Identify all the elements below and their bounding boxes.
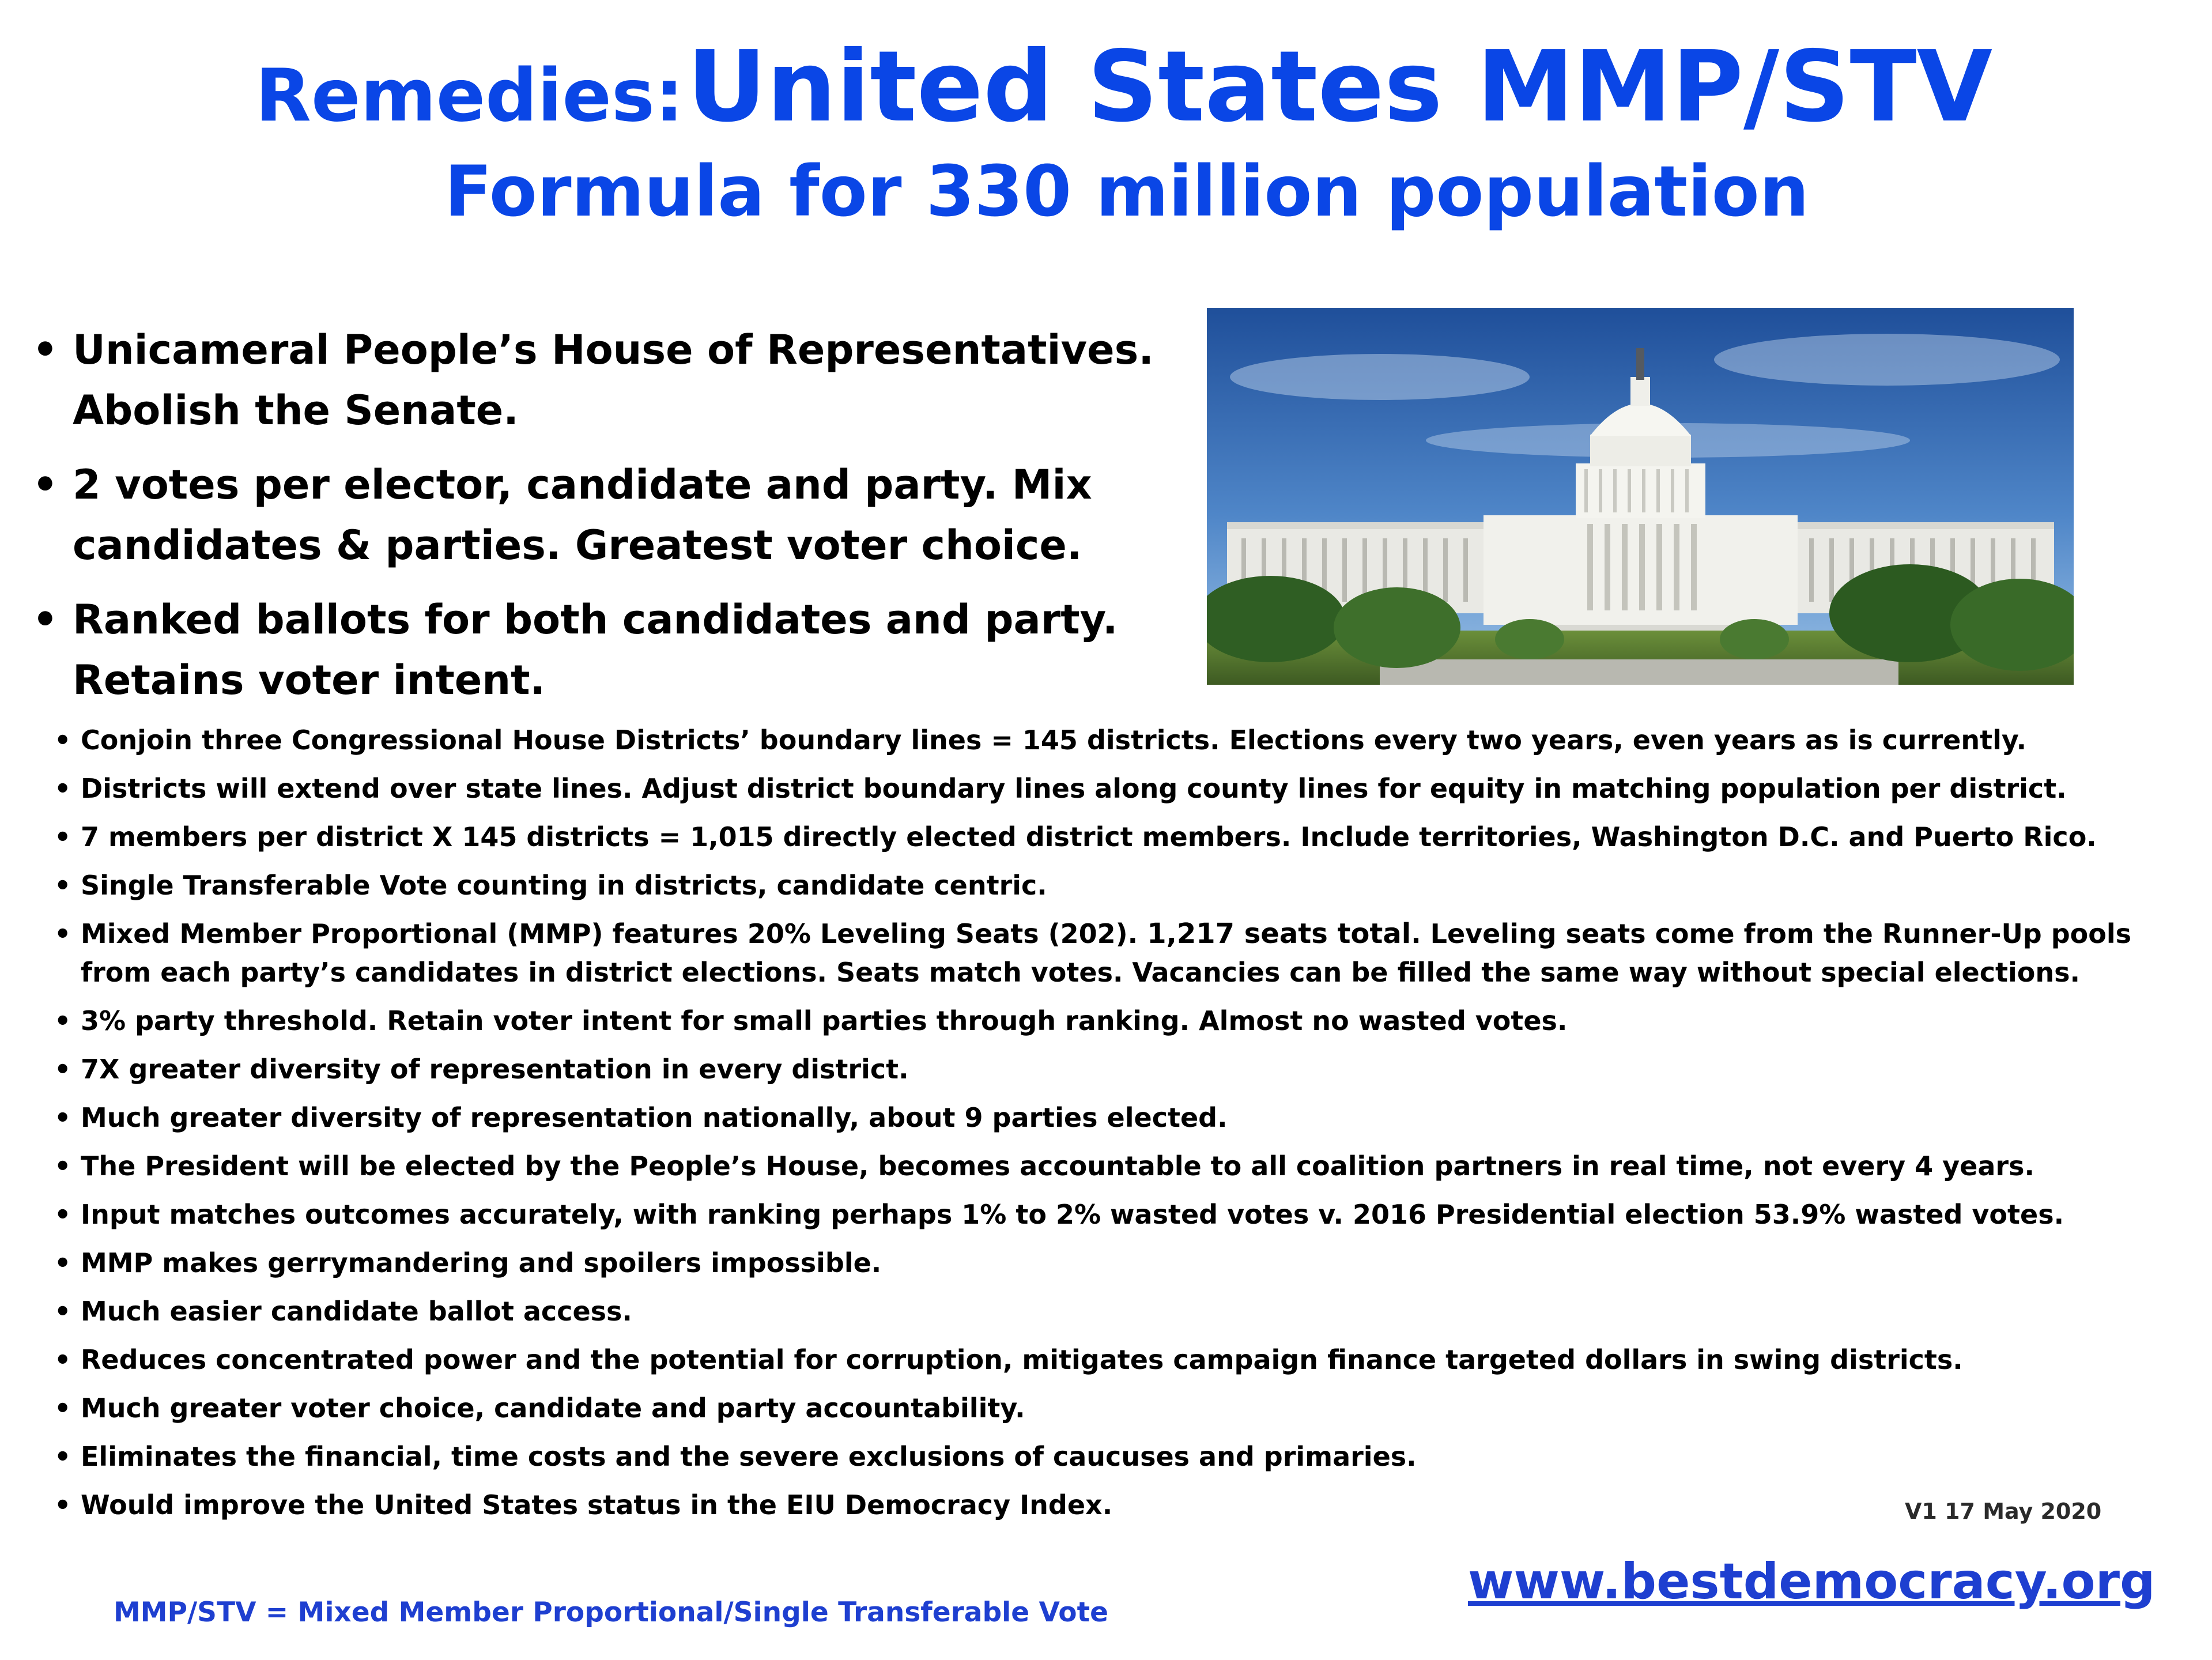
list-item [54,1341,2187,1379]
bullet-icon: • [54,870,71,901]
list-item-text: Much greater diversity of representation nationally, about 9 parties elected. [81,1102,1228,1133]
major-point-line: Unicameral People’s House of Representatives. [73,326,1154,373]
capitol-building-photo [1207,308,2074,685]
list-item [54,1244,2187,1282]
capitol-illustration [1207,308,2074,685]
major-point [32,590,1220,711]
list-item [54,866,2187,905]
version-date: V1 17 May 2020 [1905,1499,2102,1524]
bullet-icon: • [54,918,71,949]
minor-points-list [54,721,2187,1534]
major-point-line: Abolish the Senate. [73,387,519,434]
list-item-text: Reduces concentrated power and the potential for corruption, mitigates campaign finance targeted dollars in swing districts. [81,1344,1963,1375]
list-item [54,1002,2187,1040]
list-item-text: Conjoin three Congressional House Districts’ boundary lines = 145 districts. Elections every two years, even years as is currently. [81,725,2027,756]
bullet-icon: • [54,1296,71,1327]
list-item-text: Eliminates the financial, time costs and the severe exclusions of caucuses and primaries. [81,1441,1417,1472]
page-title [0,30,2212,144]
list-item [54,1438,2187,1476]
bullet-icon: • [32,326,58,373]
list-item-text: MMP makes gerrymandering and spoilers impossible. [81,1247,882,1278]
list-item [54,1195,2187,1234]
list-item-text: 7X greater diversity of representation in every district. [81,1054,909,1085]
major-point [32,320,1220,441]
bullet-icon: • [54,1199,71,1230]
website-link[interactable]: www.bestdemocracy.org [1468,1553,2156,1610]
list-item-text: Much greater voter choice, candidate and party accountability. [81,1393,1025,1424]
list-item-text: Districts will extend over state lines. Adjust district boundary lines along county lines for equity in matching population per district. [81,773,2067,804]
page-subtitle: Formula for 330 million population [444,151,1809,232]
major-point-line: 2 votes per elector, candidate and party. Mix [73,461,1092,508]
acronym-footnote: MMP/STV = Mixed Member Proportional/Single Transferable Vote [114,1597,1108,1628]
list-item-text: Much easier candidate ballot access. [81,1296,632,1327]
bullet-icon: • [54,1005,71,1036]
list-item-text: Mixed Member Proportional (MMP) features 20% Leveling Seats (202). [81,918,1147,949]
bullet-icon: • [54,821,71,852]
list-item [54,818,2187,857]
list-item-text: The President will be elected by the People’s House, becomes accountable to all coalition partners in real time, not every 4 years. [81,1150,2034,1182]
list-item [54,721,2187,760]
list-item-mmp [54,915,2187,992]
major-point [32,455,1220,576]
bullet-icon: • [54,1150,71,1182]
bullet-icon: • [54,1441,71,1472]
title-prefix: Remedies: [255,53,684,138]
list-item [54,1147,2187,1186]
bullet-icon: • [54,773,71,804]
bullet-icon: • [54,1393,71,1424]
major-points-list [32,320,1220,725]
list-item [54,1050,2187,1089]
bullet-icon: • [54,1489,71,1521]
list-item [54,1292,2187,1331]
list-item [54,1486,2187,1525]
list-item-text: . Leveling seats come from the Runner-Up pools [1411,918,2132,949]
list-item [54,1389,2187,1428]
bullet-icon: • [54,1344,71,1375]
major-point-line: Ranked ballots for both candidates and party. [73,596,1118,643]
list-item [54,1099,2187,1137]
bullet-icon: • [32,596,58,643]
title-main: United States MMP/STV [686,30,1993,144]
seats-total-emphasis: 1,217 seats total [1147,918,1411,950]
list-item-text: Input matches outcomes accurately, with ranking perhaps 1% to 2% wasted votes v. 2016 Presidential election 53.9% wasted votes. [81,1199,2064,1230]
bullet-icon: • [54,1102,71,1133]
list-item-text: 3% party threshold. Retain voter intent for small parties through ranking. Almost no wasted votes. [81,1005,1568,1036]
major-point-line: candidates & parties. Greatest voter choice. [73,522,1082,569]
list-item-line [81,915,2187,953]
bullet-icon: • [54,1247,71,1278]
list-item-line: from each party’s candidates in district elections. Seats match votes. Vacancies can be filled the same way without special elections. [81,957,2080,988]
major-point-line: Retains voter intent. [73,657,546,704]
list-item-text: Would improve the United States status in the EIU Democracy Index. [81,1489,1113,1521]
bullet-icon: • [54,1054,71,1085]
list-item-text: 7 members per district X 145 districts = 1,015 directly elected district members. Include territories, Washington D.C. and Puerto Rico. [81,821,2097,852]
bullet-icon: • [32,461,58,508]
list-item-text: Single Transferable Vote counting in districts, candidate centric. [81,870,1047,901]
bullet-icon: • [54,725,71,756]
list-item [54,769,2187,808]
